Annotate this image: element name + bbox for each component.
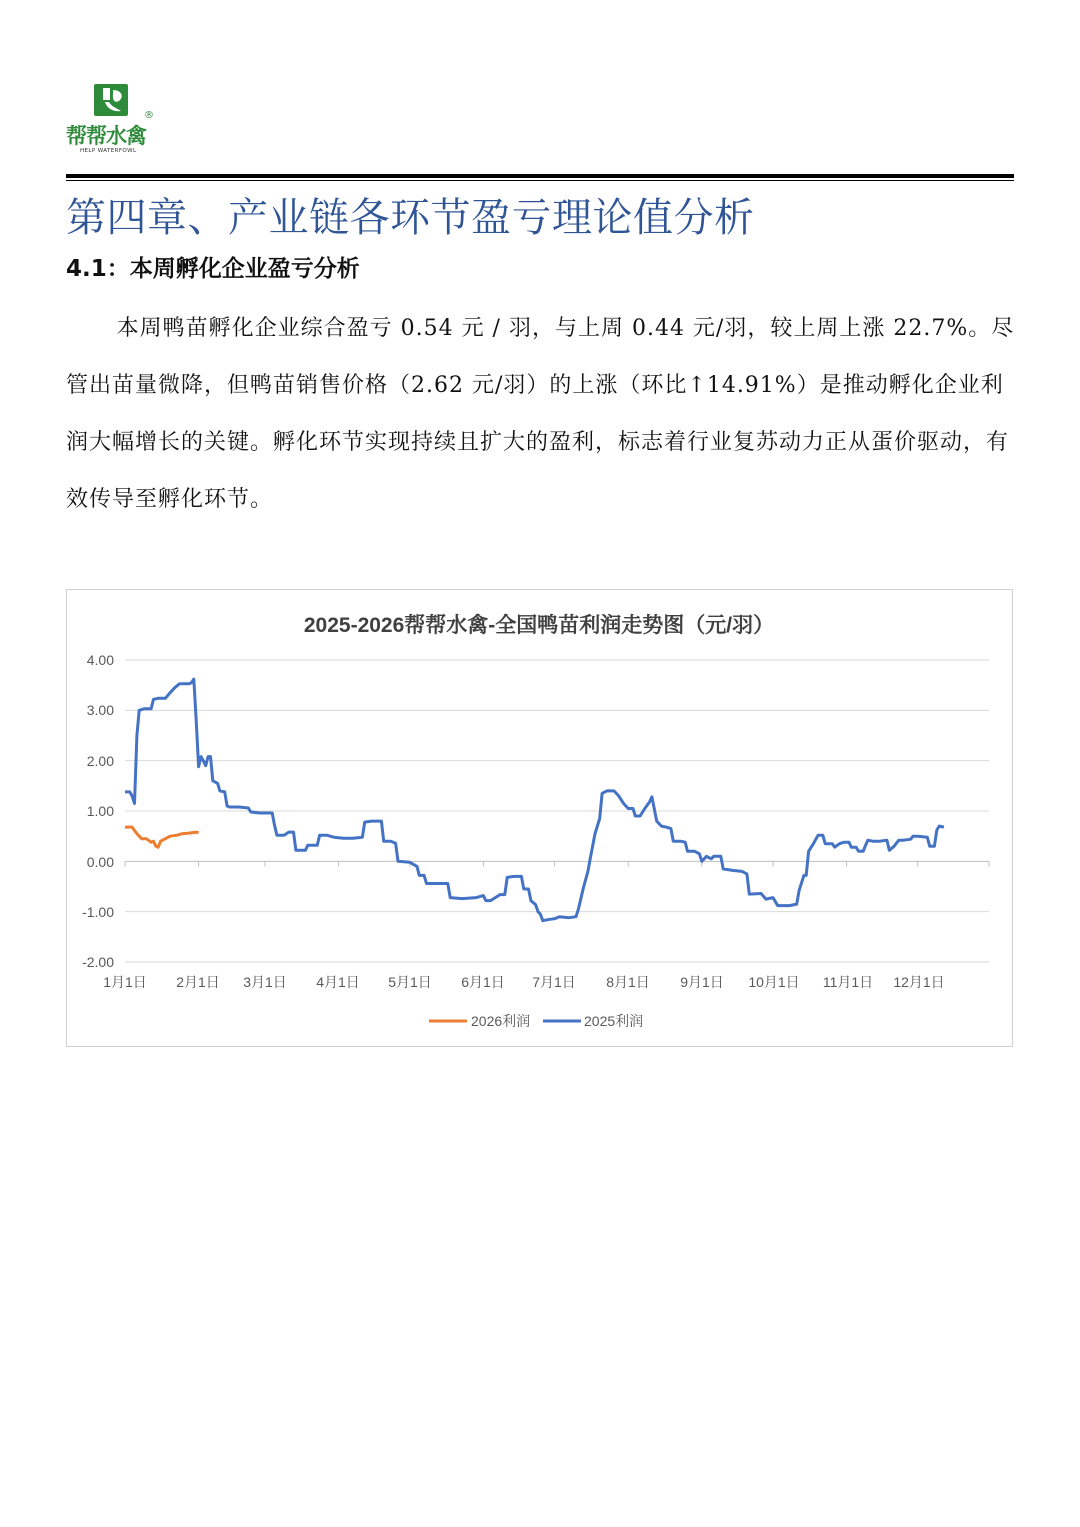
y-tick-label: 2.00 [86, 753, 114, 769]
registered-mark: ® [144, 110, 154, 121]
y-tick-label: -2.00 [82, 954, 114, 970]
chapter-title: 第四章、产业链各环节盈亏理论值分析 [66, 195, 755, 241]
x-tick-label: 7月1日 [532, 974, 576, 990]
x-tick-label: 1月1日 [103, 974, 147, 990]
x-tick-label: 5月1日 [388, 974, 432, 990]
analysis-paragraph: 本周鸭苗孵化企业综合盈亏 0.54 元 / 羽，与上周 0.44 元/羽，较上周上涨 22.7%。尽管出苗量微降，但鸭苗销售价格（2.62 元/羽）的上涨（环比↑14.91%）是推动孵化企业利润大幅增长的关键。孵化环节实现持续且扩大的盈利，标志着行业复苏动力正从蛋价驱动，有效传导至孵化环节。 [66, 316, 1015, 512]
section-title: 4.1：本周孵化企业盈亏分析 [66, 256, 360, 282]
chart-series [125, 679, 944, 921]
y-axis-ticks [82, 652, 114, 970]
x-tick-label: 9月1日 [680, 974, 724, 990]
x-tick-label: 2月1日 [176, 974, 220, 990]
leaf-logo-icon [94, 84, 128, 116]
logo-subtext: HELP WATERFOWL [80, 148, 137, 154]
legend-label-2025: 2025利润 [584, 1013, 644, 1029]
x-tick-label: 6月1日 [461, 974, 505, 990]
y-tick-label: 3.00 [86, 702, 114, 718]
y-tick-label: 4.00 [86, 652, 114, 668]
y-tick-label: 1.00 [86, 803, 114, 819]
x-axis-ticks [103, 974, 944, 990]
chart-legend [429, 1013, 643, 1029]
x-tick-label: 12月1日 [893, 974, 945, 990]
x-tick-label: 11月1日 [822, 974, 874, 990]
x-tick-label: 4月1日 [316, 974, 360, 990]
x-tick-label: 10月1日 [748, 974, 800, 990]
x-tick-label: 8月1日 [606, 974, 650, 990]
header-rule-thick [66, 174, 1014, 178]
x-tick-label: 3月1日 [243, 974, 287, 990]
header-rule-thin [66, 180, 1014, 181]
y-tick-label: 0.00 [86, 854, 114, 870]
y-tick-label: -1.00 [82, 904, 114, 920]
profit-chart-svg [67, 590, 1012, 1046]
series-line-2025 [125, 679, 944, 921]
logo-text: 帮帮水禽 [66, 124, 146, 148]
legend-label-2026: 2026利润 [471, 1013, 531, 1029]
brand-logo [66, 84, 162, 160]
profit-chart [66, 589, 1013, 1047]
series-line-2026 [125, 827, 199, 847]
chart-title: 2025-2026帮帮水禽-全国鸭苗利润走势图（元/羽） [303, 614, 775, 637]
